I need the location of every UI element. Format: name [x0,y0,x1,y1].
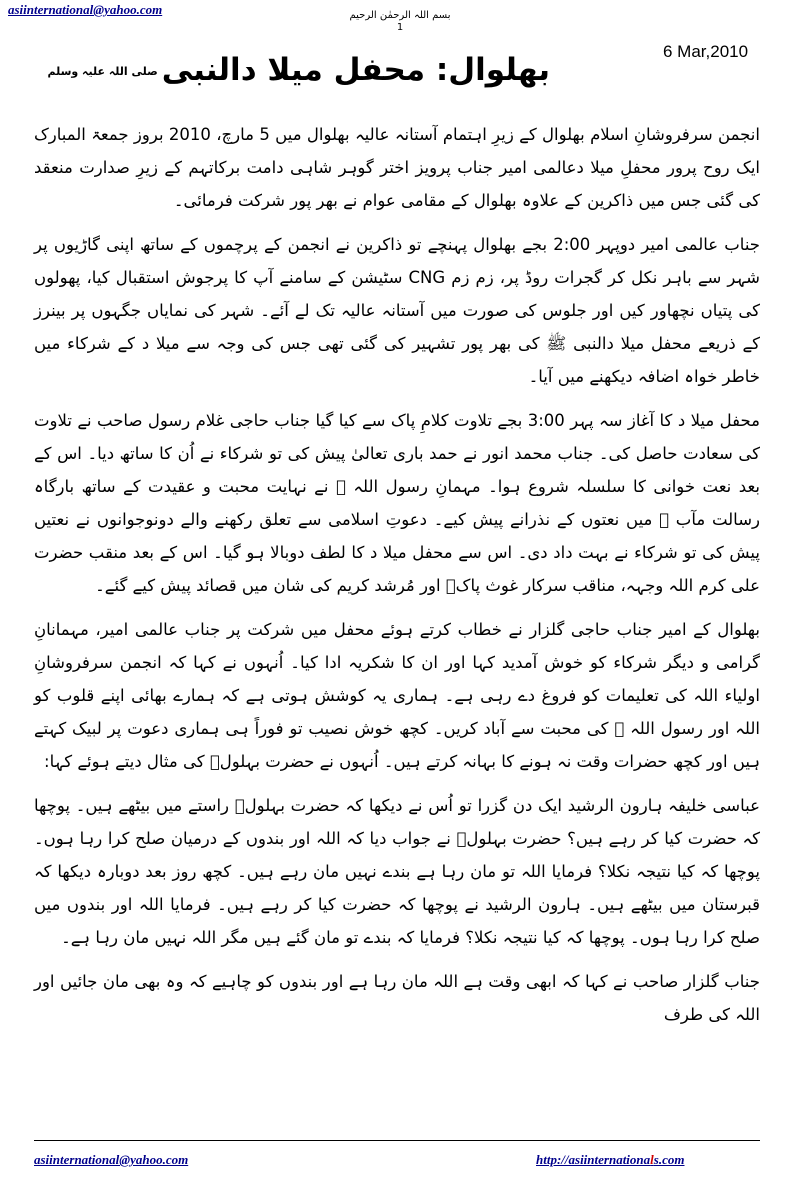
paragraph: جناب گلزار صاحب نے کہا کہ ابھی وقت ہے اللہ مان رہا ہے اور بندوں کو چاہیے کہ وہ بھی مان جائیں اور اللہ کی طرف [34,972,760,1024]
footer-divider [34,1140,760,1141]
footer-website-link[interactable] [536,1152,684,1168]
paragraph: محفل میلا د کا آغاز سہ پہر 3:00 بجے تلاوت کلامِ پاک سے کیا گیا جناب حاجی غلام رسول صاحب نے تلاوت کی سعادت حاصل کی۔ جناب محمد انور نے حمد باری تعالیٰ پیش کی تو شرکاء نے اُن کا ساتھ دیا۔ اس کے بعد نعت خوانی کا سلسلہ شروع ہوا۔ مہمانِ رسول اللہ ﷺ نے نہایت محبت و عقیدت کے ساتھ بارگاہ رسالت مآب ﷺ میں نعتوں کے نذرانے پیش کیے۔ دعوتِ اسلامی سے تعلق رکھنے والے دونوجوانوں نے نعتیں پیش کی تو شرکاء نے بہت داد دی۔ اس سے محفل میلا د کا لطف دوبالا ہو گیا۔ اس کے بعد منقب حضرت علی کرم اللہ وجہہ، مناقب سرکار غوث پاکؓ اور مُرشد کریم کی شان میں قصائد پیش کیے گئے۔ [34,411,760,595]
url-accent-letter: l [650,1152,654,1167]
article-title [47,45,550,95]
bismillah-text: بسم اللہ الرحمٰن الرحیم [349,10,451,21]
url-prefix: http://asiinternationa [536,1152,651,1167]
paragraph: انجمن سرفروشانِ اسلام بھلوال کے زیرِ اہتمام آستانہ عالیہ بھلوال میں 5 مارچ، 2010 بروز جمعۃ المبارک ایک روح پرور محفلِ میلا دعالمی امیر جناب پرویز اختر گوہر شاہی دامت برکاتہم کے زیرِ صدارت منعقد کی گئی جس میں ذاکرین کے علاوہ بھلوال کے مقامی عوام نے بھر پور شرکت فرمائی۔ [34,125,760,210]
paragraph: بھلوال کے امیر جناب حاجی گلزار نے خطاب کرتے ہوئے محفل میں شرکت پر جناب عالمی امیر، مہمانانِ گرامی و دیگر شرکاء کو خوش آمدید کہا اور ان کا شکریہ ادا کیا۔ اُنہوں نے کہا کہ انجمن سرفروشانِ اولیاء اللہ کی تعلیمات کو فروغ دے رہی ہے۔ ہماری یہ کوشش ہوتی ہے کہ ہمارے بھائی اپنے قلوب کو اللہ اور رسول اللہ ﷺ کی محبت سے آباد کریں۔ کچھ خوش نصیب تو فوراً ہی ہماری دعوت پر لبیک کہتے ہیں اور کچھ حضرات وقت نہ ہونے کا بہانہ کرتے ہیں۔ اُنہوں نے حضرت بہلولؒ کی مثال دیتے ہوئے کہا: [34,620,760,771]
title-text: بھلوال: محفل میلا دالنبی [161,52,550,88]
article-body [34,118,760,1042]
bismillah-header [340,10,460,34]
honorific-calligraphy: صلی اللہ علیہ وسلم [47,64,158,78]
url-suffix: s.com [653,1152,685,1167]
footer-email-link[interactable]: asiinternational@yahoo.com [34,1152,189,1167]
header-email-link[interactable]: asiinternational@yahoo.com [8,2,163,17]
paragraph: جناب عالمی امیر دوپہر 2:00 بجے بھلوال پہنچے تو ذاکرین نے انجمن کے پرچموں کے ساتھ اپنی گاڑیوں پر شہر سے باہر نکل کر گجرات روڈ پر، زم زم CNG سٹیشن کے سامنے آپ کا پرجوش استقبال کیا، پھولوں کی پتیاں نچھاور کیں اور جلوس کی صورت میں آستانہ عالیہ تک لے آئے۔ شہر کی نمایاں جگہوں پر بینرز کے ذریعے محفل میلا دالنبی ﷺ کی بھر پور تشہیر کی گئی تھی جس کی وجہ سے میلا د کے شرکاء میں خاطر خواہ اضافہ دیکھنے میں آیا۔ [34,235,761,386]
article-date: 6 Mar,2010 [663,42,749,61]
paragraph: عباسی خلیفہ ہارون الرشید ایک دن گزرا تو اُس نے دیکھا کہ حضرت بہلولؒ راستے میں بیٹھے ہیں۔ پوچھا کہ حضرت کیا کر رہے ہیں؟ حضرت بہلولؒ نے جواب دیا کہ اللہ اور بندوں کے درمیان صلح کرا رہا ہوں۔ پوچھا کہ کیا نتیجہ نکلا؟ فرمایا اللہ تو مان رہا ہے بندے نہیں مان رہے ہیں۔ کچھ روز بعد دوبارہ دیکھا کہ قبرستان میں بیٹھے ہیں۔ ہارون الرشید نے پوچھا کہ حضرت کیا کر رہے ہیں۔ فرمایا اللہ اور بندوں میں صلح کرا رہا ہوں۔ پوچھا کہ کیا نتیجہ نکلا؟ فرمایا کہ بندے تو مان گئے ہیں مگر اللہ نہیں مان رہا ہے۔ [34,796,760,947]
page-number: 1 [396,22,404,33]
